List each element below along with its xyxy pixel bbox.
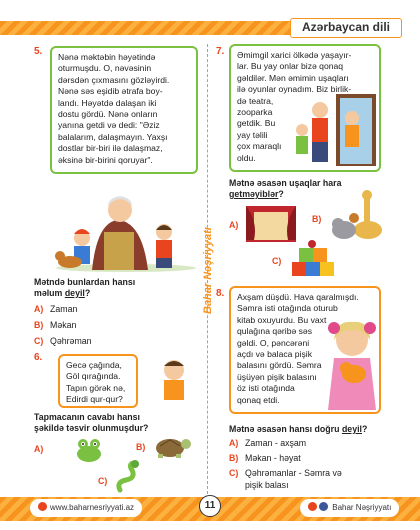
q5-question: Mətndə bunlardan hansı məlum deyil?	[34, 277, 136, 298]
q5-text-box	[50, 46, 198, 174]
text-line: Edirdi qur-qur?	[66, 394, 123, 405]
text-line: zooparka	[237, 107, 273, 118]
answer-option[interactable]: A)	[34, 444, 44, 454]
question-number: 7.	[216, 46, 225, 57]
text-line: açdı və balaca pişik	[237, 349, 312, 360]
text-line: balasını gördü. Səmra	[237, 360, 322, 371]
text-line: balalarım, dalaşmayın. Yaxşı	[58, 131, 168, 142]
text-line: üşüyən pişik balasını	[237, 371, 317, 382]
boy-illustration	[148, 354, 200, 406]
text-line: əksinə bir-birini qoruyar".	[58, 154, 153, 165]
text-line: çox maraqlı	[237, 141, 282, 152]
text-line: oturmuşdu. O, nəvəsinin	[58, 63, 152, 74]
q6-question: Tapmacanın cavabı hansı şəkildə təsvir olunmuşdur?	[34, 412, 149, 433]
q8-question: Mətnə əsasən hansı doğru deyil?	[229, 424, 368, 434]
header-stripe	[0, 21, 290, 35]
answer-option[interactable]: C) Qəhrəman	[34, 336, 92, 346]
answer-option[interactable]: B) Məkan - həyat	[229, 453, 301, 463]
text-line: Nənə səs eşidib ətrafa boy-	[58, 86, 163, 97]
text-line: yanına getdi və dedi: "Əziz	[58, 120, 160, 131]
text-line: gəldilər. Mən əmimin uşaqları	[237, 72, 349, 83]
text-line: Axşam düşdü. Hava qaralmışdı.	[237, 292, 359, 302]
page-number: 11	[199, 495, 221, 517]
text-line: Səmra isti otağında oturub	[237, 303, 338, 314]
answer-option[interactable]: C)	[98, 476, 108, 486]
text-line: qonaq etdi.	[237, 394, 280, 405]
theater-stage-icon[interactable]	[244, 204, 298, 244]
text-line: Tapın görək nə,	[66, 382, 126, 393]
text-line: kitab oxuyurdu. Bu vaxt	[237, 314, 327, 325]
globe-icon	[38, 502, 47, 511]
turtle-icon[interactable]	[150, 432, 194, 458]
answer-option[interactable]: C) Qəhrəmanlar - Səmra və	[229, 468, 342, 478]
snake-icon[interactable]	[114, 460, 144, 494]
family-at-door-illustration	[290, 94, 378, 168]
question-number: 5.	[34, 46, 43, 57]
grandmother-kids-illustration	[52, 172, 200, 272]
text-line: öz isti otağında	[237, 383, 295, 394]
answer-option[interactable]: B)	[312, 214, 322, 224]
answer-option[interactable]: B) Məkan	[34, 320, 77, 330]
question-number: 6.	[34, 352, 43, 363]
subject-label: Azərbaycan dili	[290, 18, 402, 38]
text-line: gəldi. O, pəncərəni	[237, 337, 310, 348]
text-line: landı. Həyətdə dalaşan iki	[58, 97, 157, 108]
answer-option[interactable]: B)	[136, 442, 146, 452]
text-line: Gecə çağında,	[66, 360, 122, 370]
side-brand: Bahar Nəşriyyatı	[202, 227, 214, 314]
social-link[interactable]: Bahar Nəşriyyatı	[300, 499, 399, 517]
answer-option[interactable]: A)	[229, 220, 239, 230]
text-line: Nənə məktəbin həyətində	[58, 52, 156, 62]
text-line: getdik. Bu	[237, 118, 276, 129]
q6-riddle-box	[58, 354, 138, 408]
girl-with-kitten-illustration	[320, 318, 384, 416]
text-line: qulağına qəribə səs	[237, 326, 313, 337]
text-line: dostlar bir-biri ilə dalaşmaz,	[58, 143, 163, 154]
text-line: ilə oyunlar oynadım. Biz birlik-	[237, 84, 352, 95]
facebook-icon	[319, 502, 328, 511]
text-line: yay təlili	[237, 129, 268, 140]
answer-option[interactable]: C)	[272, 256, 282, 266]
frog-icon[interactable]	[74, 436, 104, 464]
text-line: dostu gördü. Nənə onların	[58, 109, 158, 120]
text-line: Göl qırağında.	[66, 371, 121, 382]
text-line: lar. Bu yay onlar bizə qonaq	[237, 61, 344, 72]
instagram-icon	[308, 502, 317, 511]
zoo-animals-icon[interactable]	[330, 190, 386, 242]
text-line: oldu.	[237, 152, 256, 163]
text-line: dərsdən çıxmasını gözləyirdi.	[58, 74, 170, 85]
answer-option[interactable]: A) Zaman	[34, 304, 78, 314]
toy-blocks-icon[interactable]	[288, 240, 338, 280]
q7-question: Mətnə əsasən uşaqlar hara getməyiblər?	[229, 178, 342, 199]
text-line: də teatra,	[237, 95, 274, 106]
answer-option[interactable]: A) Zaman - axşam	[229, 438, 307, 448]
website-link[interactable]: www.baharnesriyyati.az	[30, 499, 142, 517]
question-number: 8.	[216, 288, 225, 299]
text-line: Əmimgil xarici ölkədə yaşayır-	[237, 50, 352, 60]
answer-option-continued: pişik balası	[245, 480, 289, 490]
